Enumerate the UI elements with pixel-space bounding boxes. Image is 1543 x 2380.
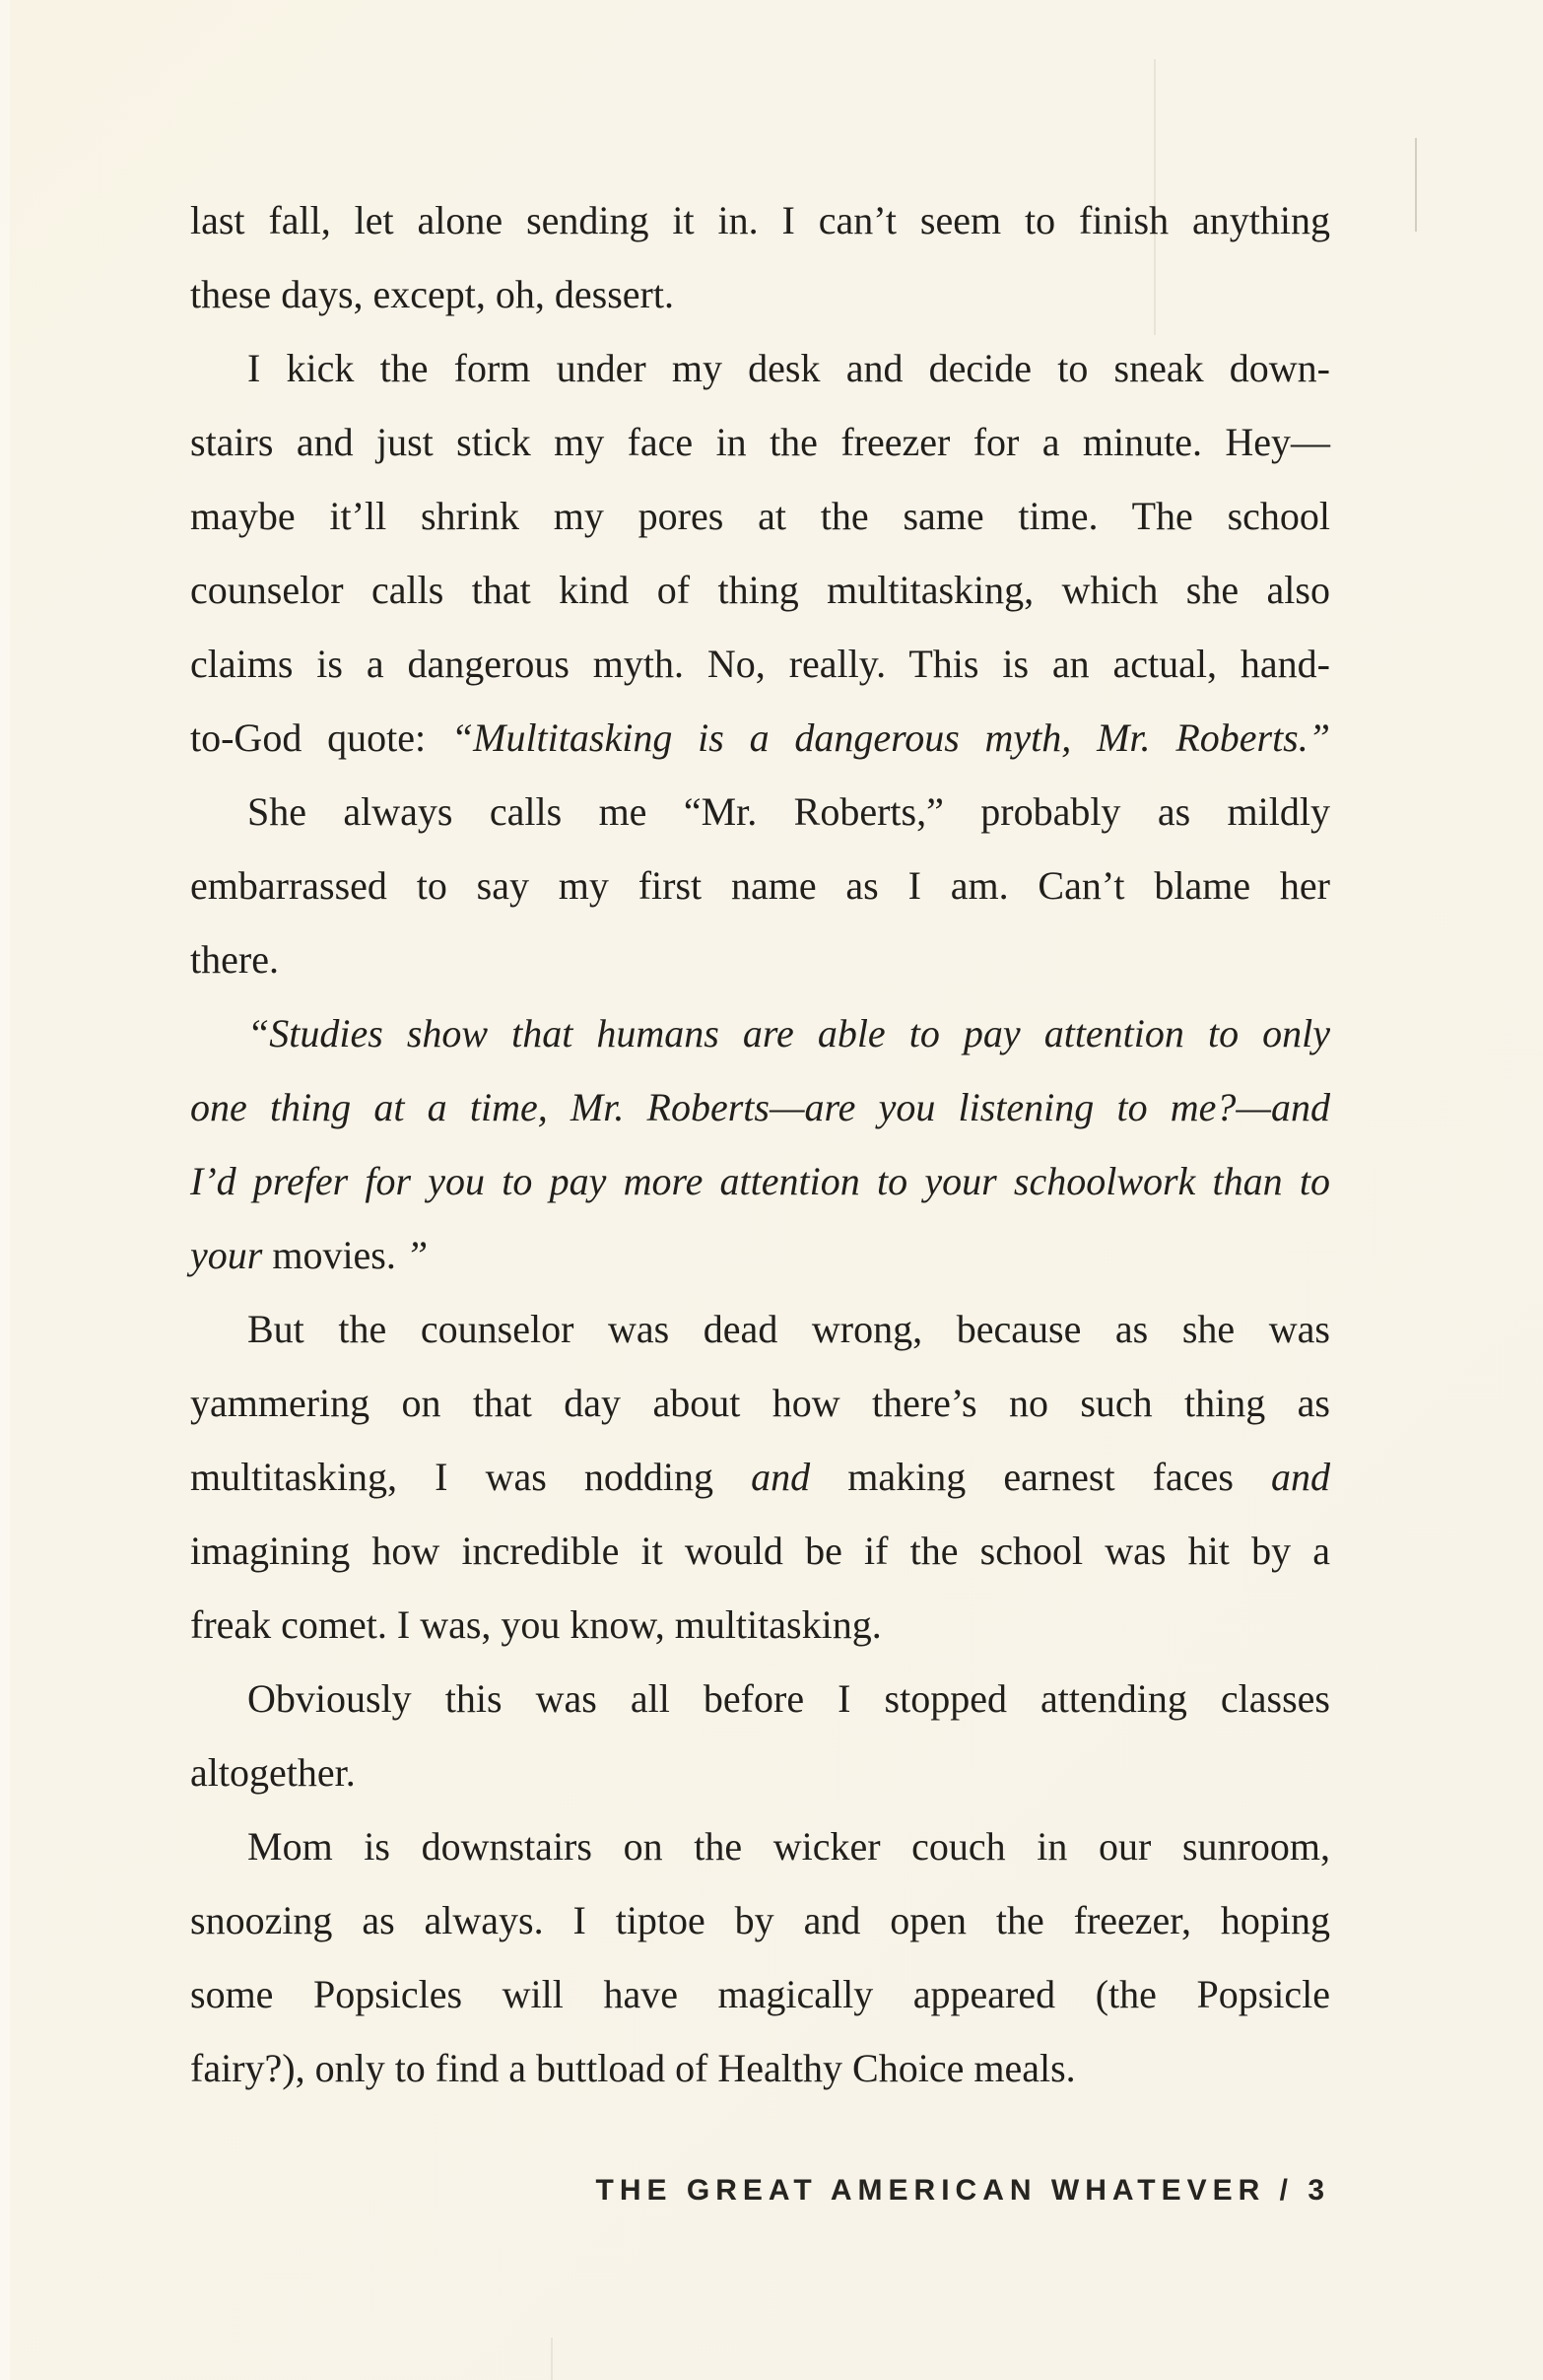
text-line: [190, 1809, 1330, 1883]
text-segment: movies.: [272, 1233, 406, 1277]
running-footer: THE GREAT AMERICAN WHATEVER / 3: [595, 2174, 1330, 2207]
text-segment: making earnest faces: [810, 1455, 1271, 1499]
text-segment-italic: and: [751, 1455, 811, 1499]
text-line: [190, 183, 1330, 257]
text-line: [190, 1440, 1330, 1514]
text-segment-italic: one thing at a time, Mr. Roberts—are you listening to me?—and: [190, 1085, 1330, 1129]
text-line: [190, 1070, 1330, 1144]
text-segment-italic: and: [1271, 1455, 1330, 1499]
text-segment: last fall, let alone sending it in. I can’t seem to finish anything: [190, 198, 1330, 242]
text-line: [190, 2031, 1330, 2105]
text-line: [190, 1588, 1330, 1662]
text-segment: Mom is downstairs on the wicker couch in our sunroom,: [247, 1824, 1330, 1869]
text-segment-italic: “Multitasking is a dangerous myth, Mr. Roberts.”: [450, 715, 1330, 760]
text-line: [190, 996, 1330, 1070]
text-line: [190, 1883, 1330, 1957]
text-line: [190, 553, 1330, 627]
text-segment: But the counselor was dead wrong, because as she was: [247, 1307, 1330, 1351]
text-segment: snoozing as always. I tiptoe by and open the freezer, hoping: [190, 1898, 1330, 1942]
text-segment-italic: I’d prefer for you to pay more attention to your schoolwork than to: [190, 1159, 1330, 1203]
text-line: [190, 1292, 1330, 1366]
text-segment: imagining how incredible it would be if the school was hit by a: [190, 1529, 1330, 1573]
text-segment: there.: [190, 937, 279, 982]
text-segment: maybe it’ll shrink my pores at the same time. The school: [190, 494, 1330, 538]
text-segment: yammering on that day about how there’s no such thing as: [190, 1381, 1330, 1425]
text-segment: some Popsicles will have magically appeared (the Popsicle: [190, 1972, 1330, 2016]
text-segment: embarrassed to say my first name as I am. Can’t blame her: [190, 863, 1330, 908]
text-segment: multitasking, I was nodding: [190, 1455, 752, 1499]
text-segment: freak comet. I was, you know, multitasking.: [190, 1602, 882, 1647]
text-line: [190, 627, 1330, 701]
text-segment: counselor calls that kind of thing multitasking, which she also: [190, 568, 1330, 612]
text-segment: to-God quote:: [190, 715, 451, 760]
text-line: [190, 405, 1330, 479]
text-line: [190, 1514, 1330, 1588]
scan-page-edge: [0, 0, 10, 2380]
text-line: [190, 331, 1330, 405]
text-segment: fairy?), only to find a buttload of Healthy Choice meals.: [190, 2046, 1076, 2090]
text-segment-italic: your: [190, 1233, 273, 1277]
text-segment: I kick the form under my desk and decide to sneak down-: [247, 346, 1330, 390]
text-line: [190, 922, 1330, 996]
text-line: [190, 257, 1330, 331]
text-line: [190, 701, 1330, 775]
text-segment: She always calls me “Mr. Roberts,” probably as mildly: [247, 789, 1330, 834]
text-segment-italic: ”: [405, 1233, 429, 1277]
page-text: [190, 183, 1330, 2105]
text-line: [190, 1735, 1330, 1809]
text-line: [190, 775, 1330, 849]
text-line: [190, 1662, 1330, 1735]
scan-artifact-scratch: [1415, 138, 1417, 232]
text-segment-italic: “Studies show that humans are able to pay attention to only: [247, 1011, 1330, 1055]
scan-artifact-line: [551, 2338, 553, 2380]
text-segment: claims is a dangerous myth. No, really. This is an actual, hand-: [190, 642, 1330, 686]
text-segment: altogether.: [190, 1750, 356, 1795]
text-line: [190, 849, 1330, 922]
text-line: [190, 1957, 1330, 2031]
text-line: [190, 1144, 1330, 1218]
text-segment: these days, except, oh, dessert.: [190, 272, 674, 316]
text-line: [190, 479, 1330, 553]
text-segment: Obviously this was all before I stopped attending classes: [247, 1676, 1330, 1721]
text-line: [190, 1218, 1330, 1292]
text-segment: stairs and just stick my face in the freezer for a minute. Hey—: [190, 420, 1330, 464]
text-line: [190, 1366, 1330, 1440]
